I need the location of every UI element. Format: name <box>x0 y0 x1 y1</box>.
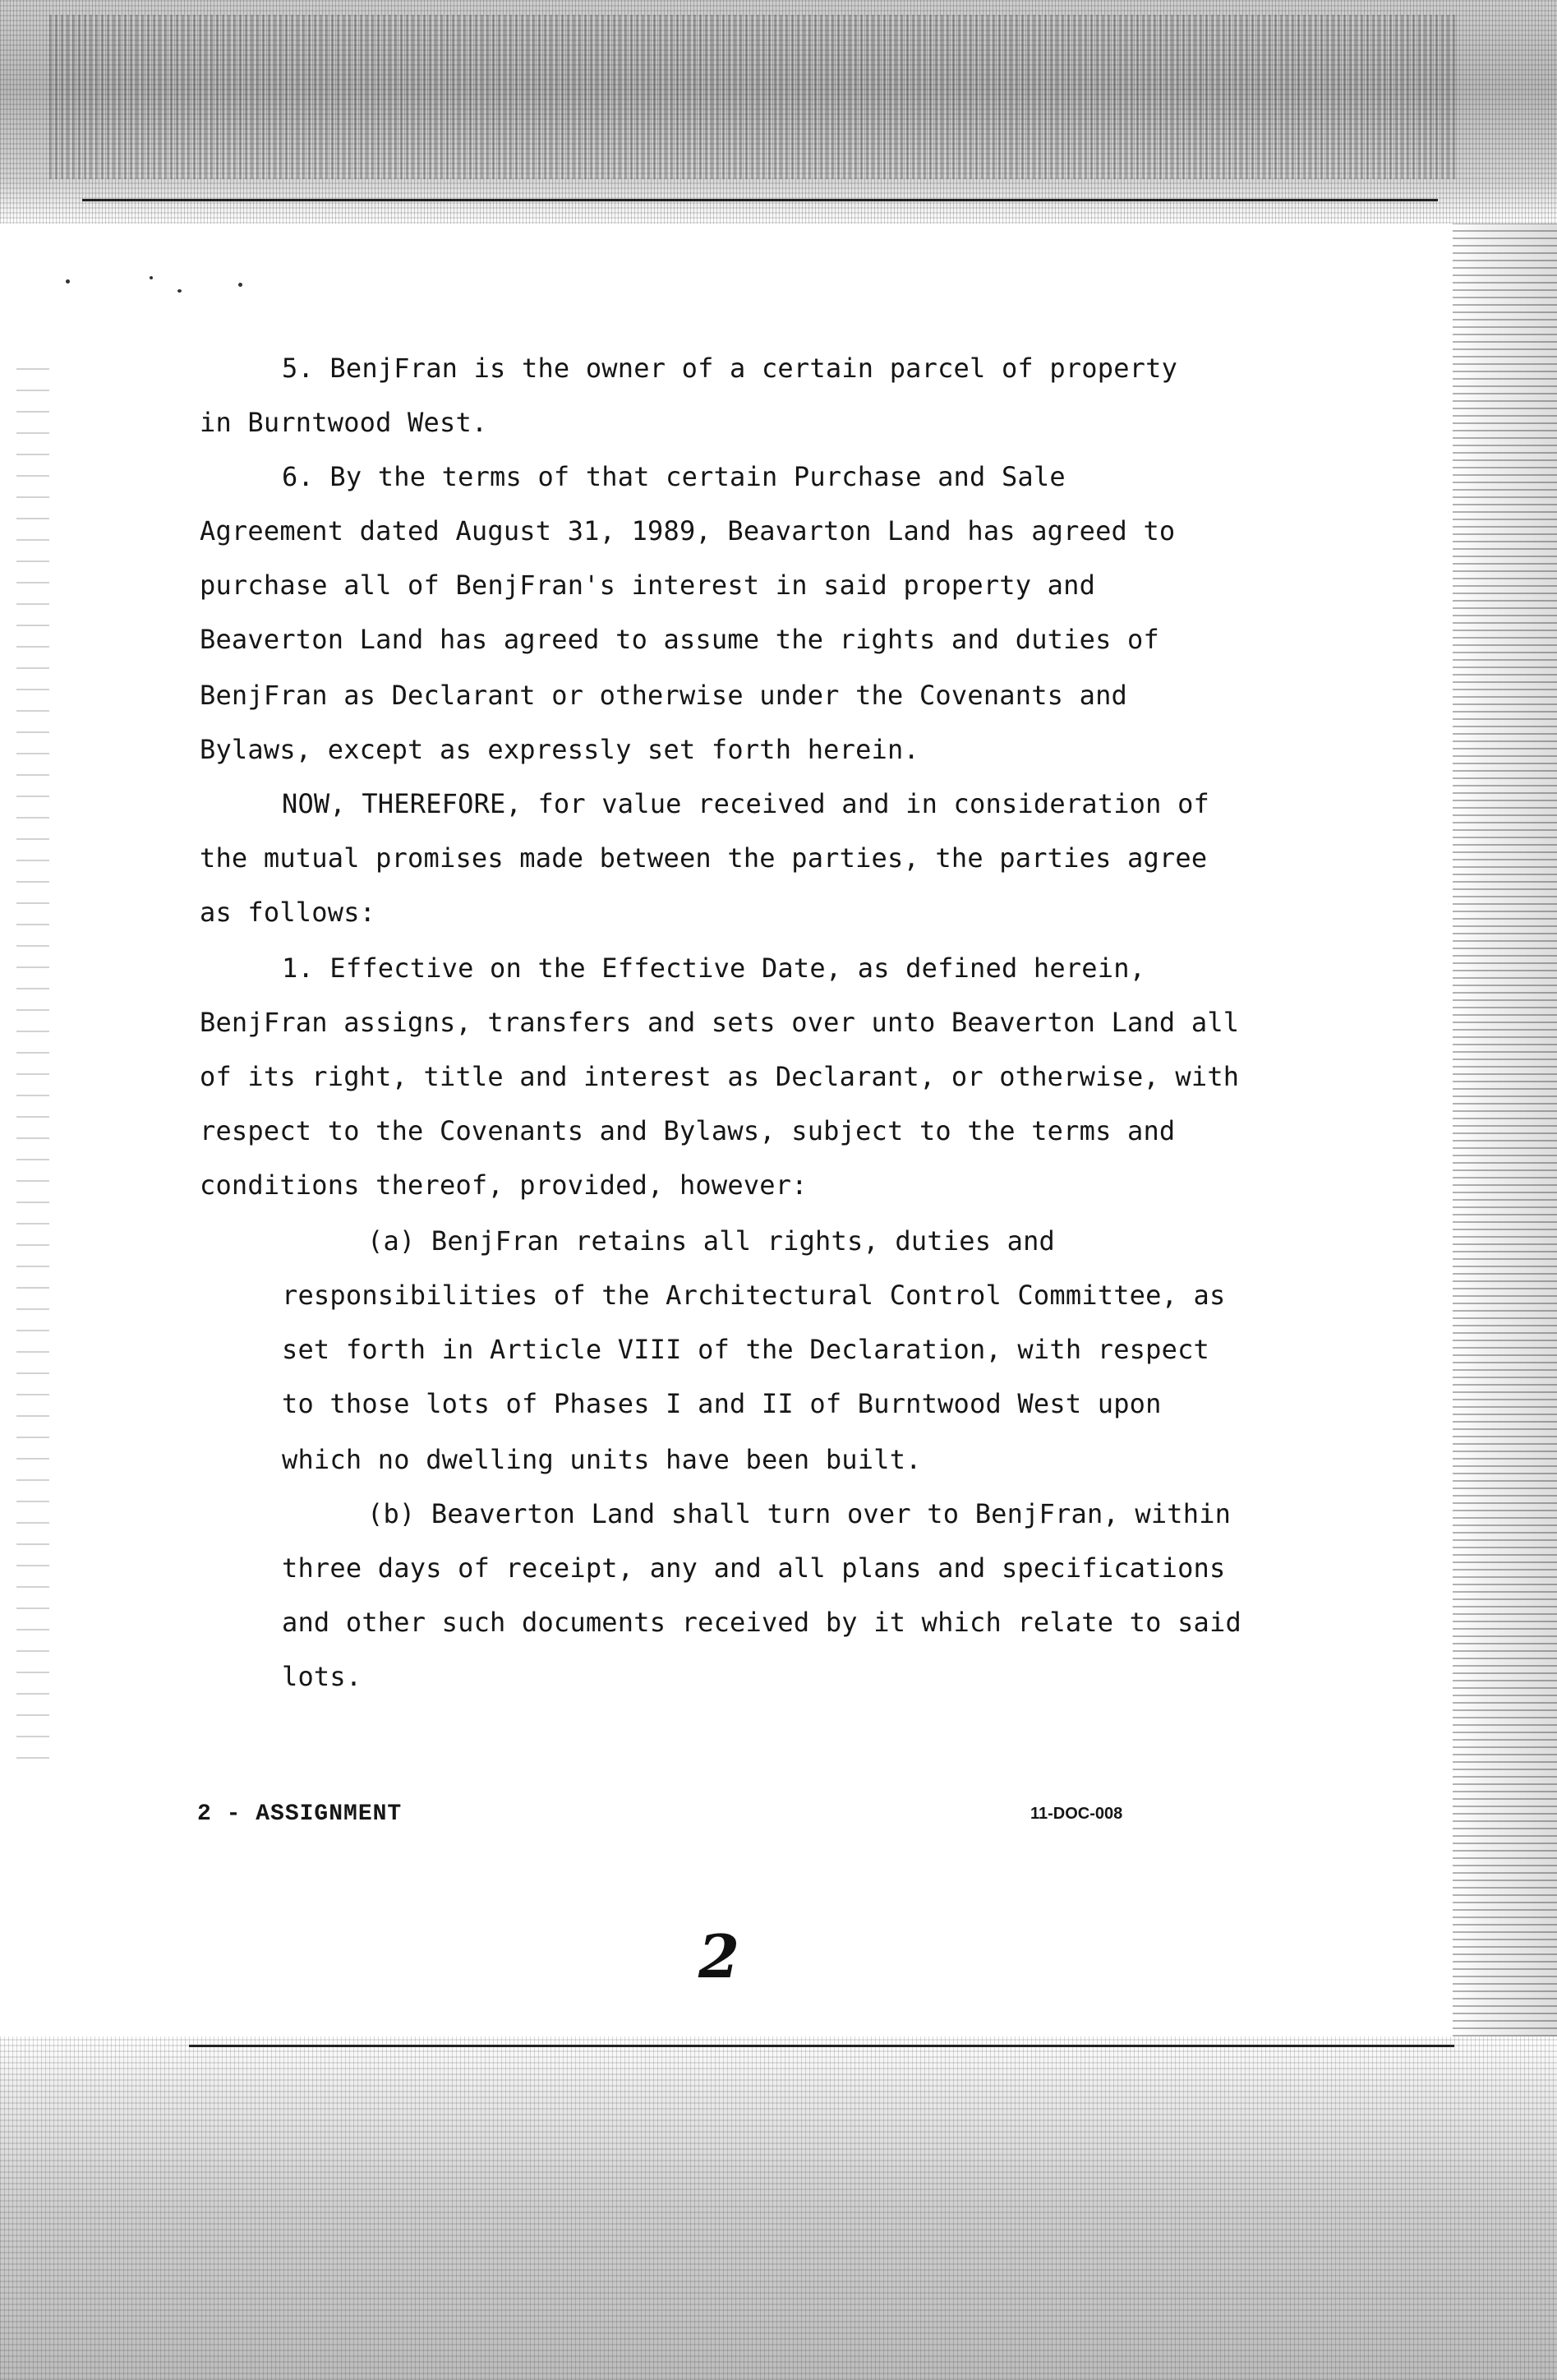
handwritten-page-number: 2 <box>698 1921 740 1991</box>
text-line: three days of receipt, any and all plans and specifications <box>282 1552 1226 1584</box>
text-line: Agreement dated August 31, 1989, Beavarton Land has agreed to <box>200 515 1176 547</box>
text-line: set forth in Article VIII of the Declaration, with respect <box>282 1334 1210 1365</box>
scan-noise-left <box>16 362 49 1759</box>
text-line: which no dwelling units have been built. <box>282 1444 922 1475</box>
top-rule <box>82 199 1438 201</box>
scan-speck <box>177 289 182 293</box>
text-line: responsibilities of the Architectural Control Committee, as <box>282 1280 1226 1311</box>
text-line: respect to the Covenants and Bylaws, subject to the terms and <box>200 1115 1176 1146</box>
scan-noise-right <box>1453 224 1557 2036</box>
text-line: NOW, THEREFORE, for value received and in consideration of <box>282 788 1210 819</box>
scan-noise-bottom <box>0 2036 1557 2380</box>
scan-speck <box>150 276 153 279</box>
footer-document-title: 2 - ASSIGNMENT <box>197 1801 403 1827</box>
text-line: (b) Beaverton Land shall turn over to BenjFran, within <box>367 1498 1232 1529</box>
text-line: Beaverton Land has agreed to assume the rights and duties of <box>200 624 1159 655</box>
scan-speck <box>238 283 242 287</box>
text-line: 5. BenjFran is the owner of a certain parcel of property <box>282 353 1178 384</box>
footer-document-code: 11-DOC-008 <box>1030 1805 1123 1823</box>
bottom-rule <box>189 2045 1454 2047</box>
text-line: 6. By the terms of that certain Purchase and Sale <box>282 461 1066 492</box>
text-line: in Burntwood West. <box>200 407 488 438</box>
text-line: to those lots of Phases I and II of Burntwood West upon <box>282 1388 1162 1419</box>
text-line: lots. <box>282 1661 362 1692</box>
text-line: Bylaws, except as expressly set forth herein. <box>200 734 919 765</box>
text-line: BenjFran assigns, transfers and sets over unto Beaverton Land all <box>200 1007 1240 1038</box>
scan-speck <box>66 279 70 284</box>
text-line: of its right, title and interest as Declarant, or otherwise, with <box>200 1061 1240 1092</box>
text-line: (a) BenjFran retains all rights, duties and <box>367 1225 1056 1257</box>
text-line: the mutual promises made between the parties, the parties agree <box>200 842 1208 874</box>
text-line: as follows: <box>200 897 376 928</box>
text-line: BenjFran as Declarant or otherwise under the Covenants and <box>200 680 1128 711</box>
text-line: purchase all of BenjFran's interest in said property and <box>200 570 1096 601</box>
text-line: 1. Effective on the Effective Date, as defined herein, <box>282 952 1146 984</box>
text-line: conditions thereof, provided, however: <box>200 1169 808 1201</box>
text-line: and other such documents received by it which relate to said <box>282 1607 1241 1638</box>
scan-noise-top <box>0 0 1557 224</box>
